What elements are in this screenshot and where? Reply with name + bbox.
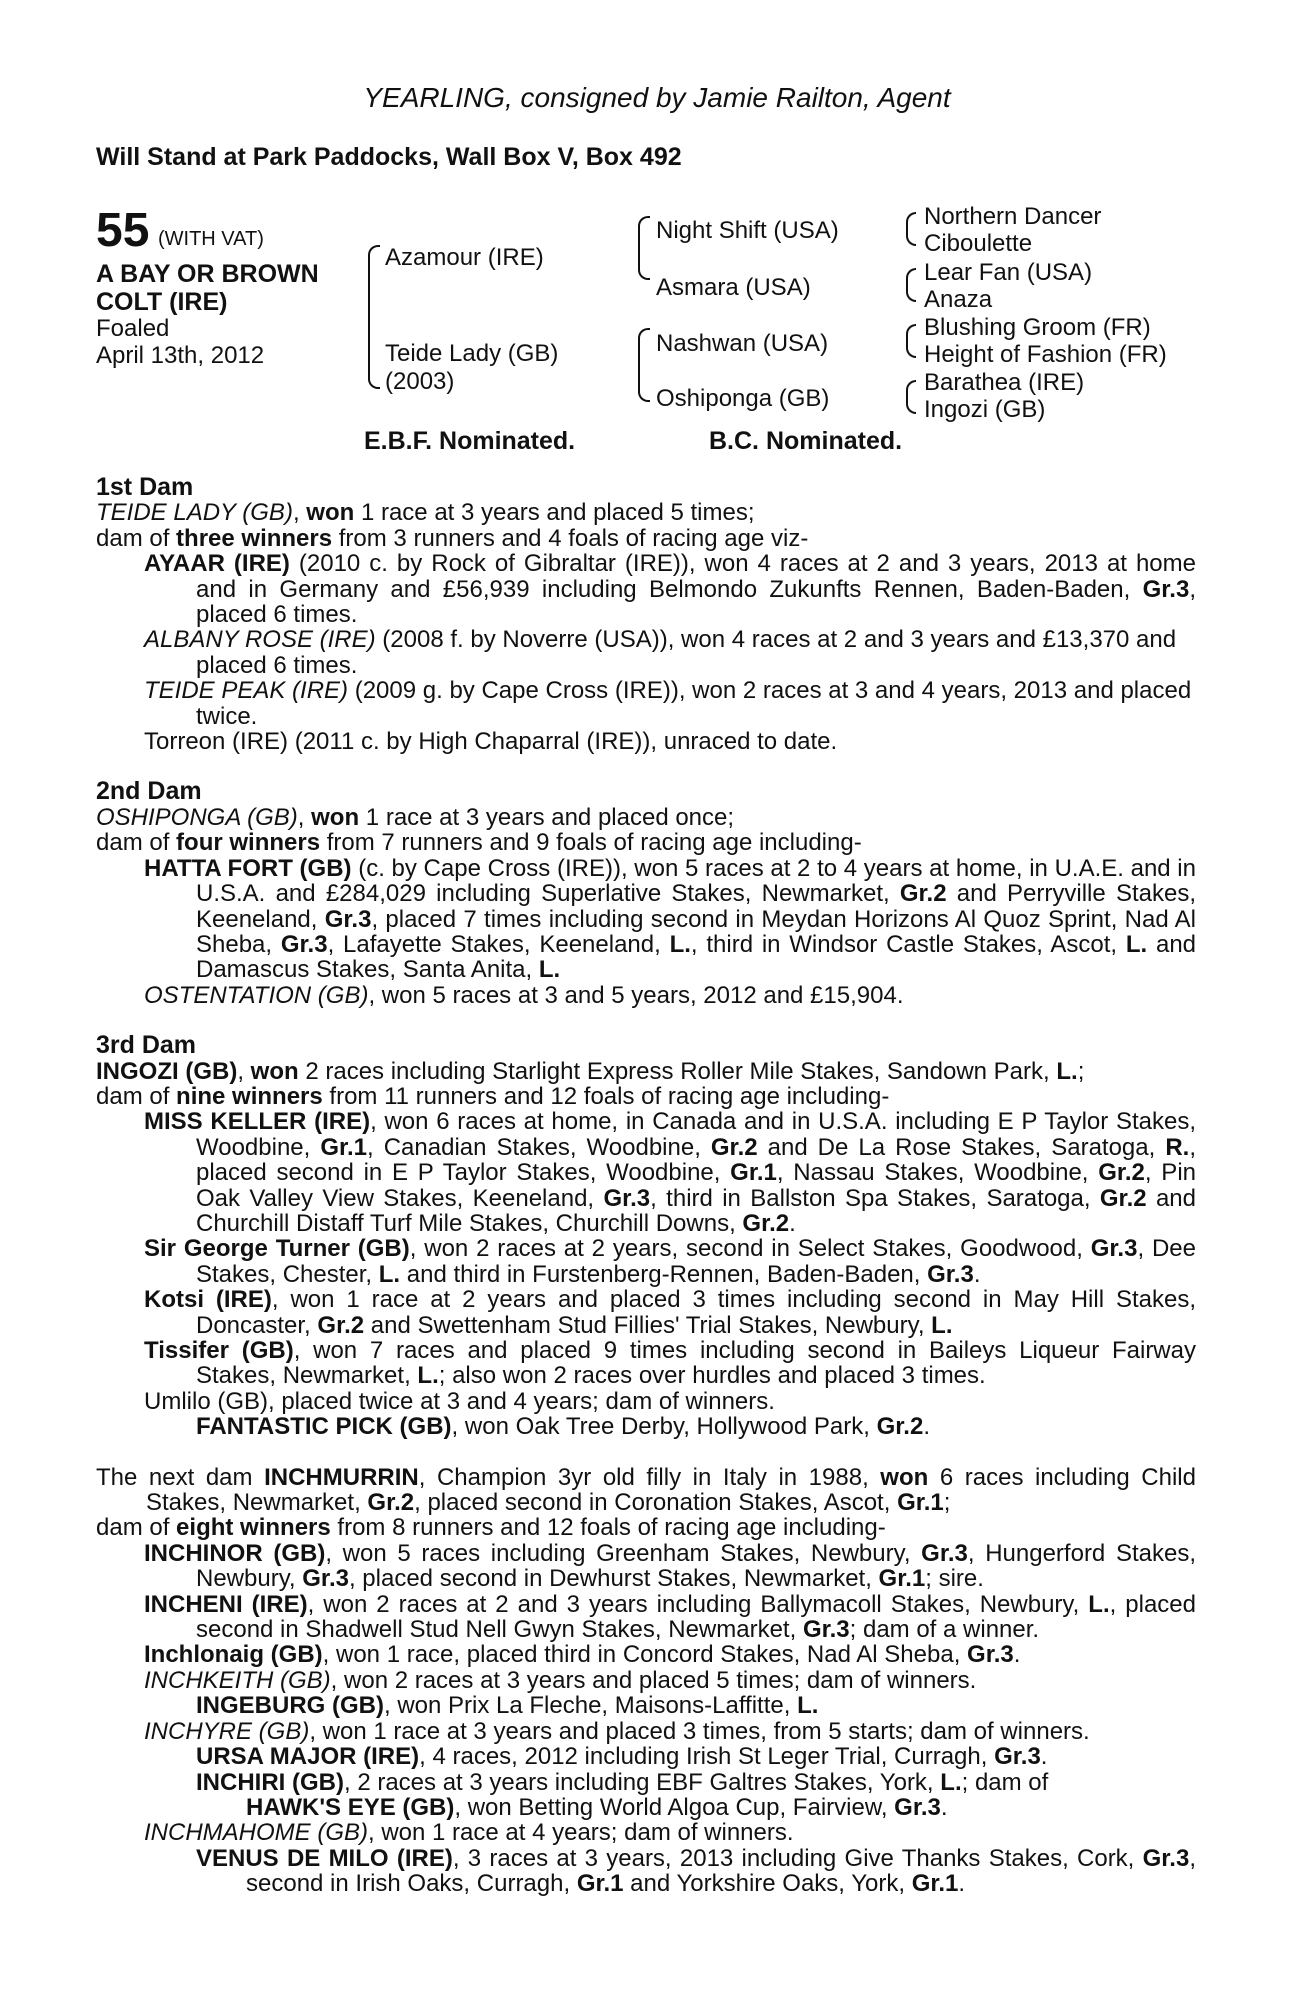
- catalogue-body: [96, 475, 1196, 1897]
- first-dam-line: TEIDE LADY (GB), won 1 race at 3 years and placed 5 times;: [96, 499, 755, 527]
- dam-sire-sire: Blushing Groom (FR): [924, 314, 1151, 341]
- next-dam-line: The next dam INCHMURRIN, Champion 3yr old filly in Italy in 1988, won 6 races including Child Stakes, Newmarket, Gr.2, placed second in Coronation Stakes, Ascot, Gr.1;: [96, 1463, 1196, 1517]
- produce-entry: Sir George Turner (GB), won 2 races at 2 years, second in Select Stakes, Goodwood, Gr.3, Dee Stakes, Chester, L. and third in Furstenberg-Rennen, Baden-Baden, Gr.3.: [144, 1235, 1196, 1288]
- page-header: YEARLING, consigned by Jamie Railton, Agent: [363, 82, 951, 113]
- produce-entry: AYAAR (IRE) (2010 c. by Rock of Gibraltar (IRE)), won 4 races at 2 and 3 years, 2013 at home and in Germany and £56,939 including Belmondo Zukunfts Rennen, Baden-Baden, Gr.3, placed 6 times.: [144, 550, 1196, 629]
- third-dam-line: INGOZI (GB), won 2 races including Starlight Express Roller Mile Stakes, Sandown Park, L.;: [96, 1057, 1085, 1085]
- pedigree-brace: [368, 245, 380, 389]
- pedigree-brace: [906, 212, 916, 246]
- second-dam-heading: 2nd Dam: [96, 777, 202, 806]
- bc-nominated: B.C. Nominated.: [709, 427, 903, 455]
- first-dam-produce-summary: dam of three winners from 3 runners and 4 foals of racing age viz-: [96, 524, 809, 552]
- produce-entry-sub: INGEBURG (GB), won Prix La Fleche, Maisons-Laffitte, L.: [196, 1692, 819, 1720]
- vat-note: (WITH VAT): [158, 228, 264, 250]
- sire-dam: Asmara (USA): [656, 274, 811, 301]
- third-dam-heading: 3rd Dam: [96, 1031, 197, 1060]
- pedigree-brace: [906, 324, 916, 358]
- produce-entry-sub: FANTASTIC PICK (GB), won Oak Tree Derby, Hollywood Park, Gr.2.: [196, 1413, 930, 1441]
- pedigree-brace: [638, 328, 650, 402]
- produce-entry: Tissifer (GB), won 7 races and placed 9 times including second in Baileys Liqueur Fairway Stakes, Newmarket, L.; also won 2 races over hurdles and placed 3 times.: [144, 1337, 1196, 1390]
- sire-dam-sire: Lear Fan (USA): [924, 259, 1093, 286]
- produce-entry: INCHMAHOME (GB), won 1 race at 4 years; dam of winners.: [144, 1819, 794, 1847]
- produce-entry: ALBANY ROSE (IRE) (2008 f. by Noverre (USA)), won 4 races at 2 and 3 years and £13,370 and placed 6 times.: [144, 626, 1177, 679]
- produce-entry: Umlilo (GB), placed twice at 3 and 4 years; dam of winners.: [144, 1387, 775, 1415]
- produce-entry-sub: VENUS DE MILO (IRE), 3 races at 3 years, 2013 including Give Thanks Stakes, Cork, Gr.3, second in Irish Oaks, Curragh, Gr.1 and Yorkshire Oaks, York, Gr.1.: [196, 1844, 1196, 1898]
- third-dam-produce-summary: dam of nine winners from 11 runners and 12 foals of racing age including-: [96, 1082, 890, 1110]
- produce-entry: TEIDE PEAK (IRE) (2009 g. by Cape Cross (IRE)), won 2 races at 3 and 4 years, 2013 and placed twice.: [144, 677, 1192, 730]
- sire-sire-dam: Ciboulette: [924, 230, 1033, 257]
- stand-location: Will Stand at Park Paddocks, Wall Box V, Box 492: [96, 143, 682, 171]
- produce-entry: Kotsi (IRE), won 1 race at 2 years and placed 3 times including second in May Hill Stakes, Doncaster, Gr.2 and Swettenham Stud Fillies' Trial Stakes, Newbury, L.: [144, 1286, 1196, 1339]
- produce-entry-subsub: HAWK'S EYE (GB), won Betting World Algoa Cup, Fairview, Gr.3.: [246, 1793, 948, 1821]
- next-dam-produce-summary: dam of eight winners from 8 runners and 12 foals of racing age including-: [96, 1514, 886, 1542]
- foaled-date: April 13th, 2012: [96, 342, 265, 369]
- produce-entry-sub: INCHIRI (GB), 2 races at 3 years including EBF Galtres Stakes, York, L.; dam of: [196, 1768, 1049, 1796]
- produce-entry: MISS KELLER (IRE), won 6 races at home, in Canada and in U.S.A. including E P Taylor Stakes, Woodbine, Gr.1, Canadian Stakes, Woodbine, Gr.2 and De La Rose Stakes, Saratoga, R., placed second in E P Taylor Stakes, Woodbine, Gr.1, Nassau Stakes, Woodbine, Gr.2, Pin Oak Valley View Stakes, Keeneland, Gr.3, third in Ballston Spa Stakes, Saratoga, Gr.2 and Churchill Distaff Turf Mile Stakes, Churchill Downs, Gr.2.: [144, 1108, 1196, 1237]
- pedigree-brace: [906, 380, 916, 414]
- lot-number: 55: [96, 204, 150, 257]
- dam-sire-dam: Height of Fashion (FR): [924, 341, 1167, 368]
- dam-dam: Oshiponga (GB): [656, 385, 830, 412]
- foaled-label: Foaled: [96, 315, 170, 342]
- colt-description-1: A BAY OR BROWN: [96, 260, 319, 288]
- second-dam-line: OSHIPONGA (GB), won 1 race at 3 years and placed once;: [96, 803, 735, 831]
- produce-entry: INCHINOR (GB), won 5 races including Greenham Stakes, Newbury, Gr.3, Hungerford Stakes, Newbury, Gr.3, placed second in Dewhurst Stakes, Newmarket, Gr.1; sire.: [144, 1539, 1196, 1593]
- dam-year: (2003): [385, 368, 455, 395]
- produce-entry: INCHENI (IRE), won 2 races at 2 and 3 years including Ballymacoll Stakes, Newbury, L., placed second in Shadwell Stud Nell Gwyn Stakes, Newmarket, Gr.3; dam of a winner.: [144, 1590, 1196, 1644]
- produce-entry: Torreon (IRE) (2011 c. by High Chaparral (IRE)), unraced to date.: [144, 728, 838, 756]
- colt-description-2: COLT (IRE): [96, 288, 228, 316]
- sire-dam-dam: Anaza: [924, 286, 993, 313]
- dam-sire: Nashwan (USA): [656, 330, 829, 357]
- sire-sire: Night Shift (USA): [656, 217, 839, 244]
- produce-entry: INCHYRE (GB), won 1 race at 3 years and placed 3 times, from 5 starts; dam of winners.: [144, 1717, 1090, 1745]
- sire: Azamour (IRE): [385, 244, 544, 271]
- sire-sire-sire: Northern Dancer: [924, 203, 1102, 230]
- dam: Teide Lady (GB): [385, 340, 559, 367]
- produce-entry: Inchlonaig (GB), won 1 race, placed third in Concord Stakes, Nad Al Sheba, Gr.3.: [144, 1641, 1021, 1669]
- first-dam-heading: 1st Dam: [96, 473, 194, 501]
- pedigree-brace: [906, 268, 916, 302]
- pedigree-brace: [638, 216, 650, 280]
- produce-entry-sub: URSA MAJOR (IRE), 4 races, 2012 including Irish St Leger Trial, Curragh, Gr.3.: [196, 1743, 1048, 1771]
- second-dam-produce-summary: dam of four winners from 7 runners and 9 foals of racing age including-: [96, 829, 862, 857]
- produce-entry: INCHKEITH (GB), won 2 races at 3 years and placed 5 times; dam of winners.: [144, 1666, 977, 1694]
- dam-dam-dam: Ingozi (GB): [924, 396, 1046, 423]
- ebf-nominated: E.B.F. Nominated.: [364, 427, 576, 455]
- produce-entry: HATTA FORT (GB) (c. by Cape Cross (IRE)), won 5 races at 2 to 4 years at home, in U.A.E. and in U.S.A. and £284,029 including Superlative Stakes, Newmarket, Gr.2 and Perryville Stakes, Keeneland, Gr.3, placed 7 times including second in Meydan Horizons Al Quoz Sprint, Nad Al Sheba, Gr.3, Lafayette Stakes, Keeneland, L., third in Windsor Castle Stakes, Ascot, L. and Damascus Stakes, Santa Anita, L.: [144, 854, 1197, 984]
- produce-entry: OSTENTATION (GB), won 5 races at 3 and 5 years, 2012 and £15,904.: [144, 981, 904, 1009]
- dam-dam-sire: Barathea (IRE): [924, 369, 1085, 396]
